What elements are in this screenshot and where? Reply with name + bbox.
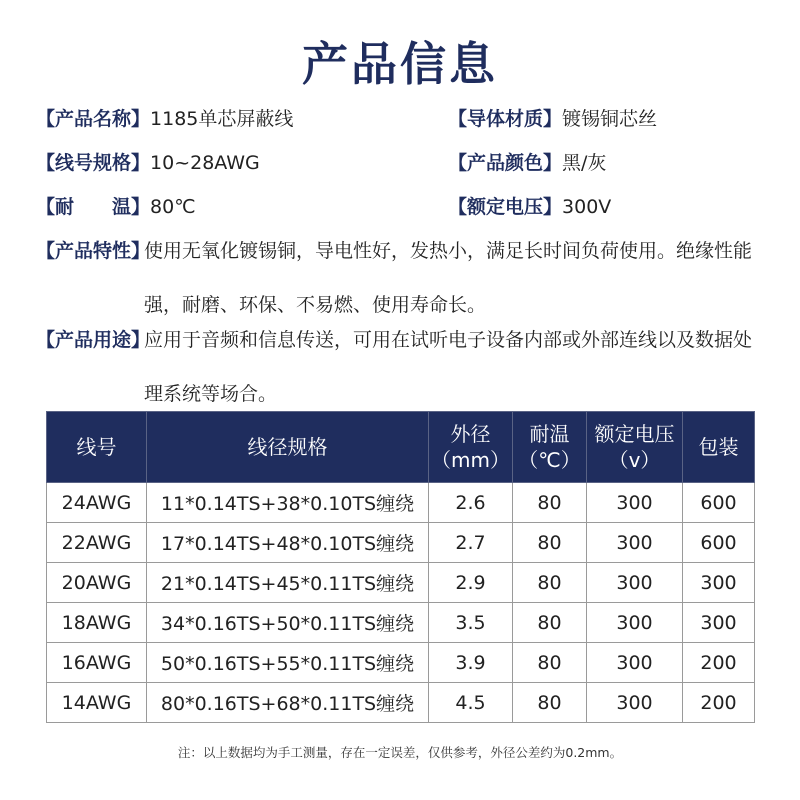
field-color [448, 151, 606, 175]
header-gauge: 线号 [47, 412, 147, 483]
table-cell: 300 [683, 563, 755, 603]
table-cell: 4.5 [429, 683, 513, 723]
field-value: 80℃ [150, 196, 196, 218]
table-cell: 80 [513, 523, 587, 563]
table-cell: 2.7 [429, 523, 513, 563]
field-temperature [36, 195, 196, 219]
table-cell: 300 [587, 643, 683, 683]
field-value: 使用无氧化镀锡铜，导电性好，发热小，满足长时间负荷使用。绝缘性能强，耐磨、环保、不易燃、使用寿命长。 [144, 240, 753, 316]
table-cell: 3.5 [429, 603, 513, 643]
table-cell: 20AWG [47, 563, 147, 603]
field-label: 【产品特性】 [36, 240, 151, 262]
header-temperature: 耐温（℃） [513, 412, 587, 483]
table-header-row [47, 412, 755, 483]
header-packaging: 包装 [683, 412, 755, 483]
table-cell: 2.6 [429, 483, 513, 523]
table-cell: 200 [683, 643, 755, 683]
table-cell: 300 [587, 563, 683, 603]
field-conductor-material [448, 107, 657, 131]
table-cell: 17*0.14TS+48*0.10TS缠绕 [147, 523, 429, 563]
table-cell: 34*0.16TS+50*0.11TS缠绕 [147, 603, 429, 643]
field-wire-gauge [36, 151, 260, 175]
field-label: 【耐 温】 [36, 196, 151, 218]
footnote: 注：以上数据均为手工测量，存在一定误差，仅供参考，外径公差约为0.2mm。 [177, 745, 623, 760]
page-title: 产品信息 [302, 37, 498, 91]
table-cell: 18AWG [47, 603, 147, 643]
field-value: 1185单芯屏蔽线 [150, 108, 294, 130]
field-label: 【产品颜色】 [448, 152, 563, 174]
field-label: 【产品名称】 [36, 108, 151, 130]
table-cell: 80*0.16TS+68*0.11TS缠绕 [147, 683, 429, 723]
table-cell: 600 [683, 523, 755, 563]
table-row [47, 643, 755, 683]
field-value: 应用于音频和信息传送，可用在试听电子设备内部或外部连线以及数据处理系统等场合。 [144, 329, 753, 405]
header-voltage: 额定电压（v） [587, 412, 683, 483]
table-cell: 80 [513, 603, 587, 643]
table-cell: 80 [513, 483, 587, 523]
table-cell: 21*0.14TS+45*0.11TS缠绕 [147, 563, 429, 603]
table-cell: 16AWG [47, 643, 147, 683]
field-label: 【产品用途】 [36, 329, 151, 351]
field-usage [36, 328, 776, 408]
field-label: 【导体材质】 [448, 108, 563, 130]
field-value: 黑/灰 [562, 152, 607, 174]
spec-table [46, 411, 755, 723]
table-cell: 200 [683, 683, 755, 723]
table-row [47, 563, 755, 603]
field-value: 镀锡铜芯丝 [562, 108, 658, 130]
field-label: 【额定电压】 [448, 196, 563, 218]
table-row [47, 523, 755, 563]
field-rated-voltage [448, 195, 611, 219]
table-row [47, 683, 755, 723]
table-cell: 50*0.16TS+55*0.11TS缠绕 [147, 643, 429, 683]
table-cell: 80 [513, 563, 587, 603]
table-cell: 600 [683, 483, 755, 523]
table-cell: 24AWG [47, 483, 147, 523]
field-label: 【线号规格】 [36, 152, 151, 174]
field-value: 10~28AWG [150, 152, 260, 174]
table-cell: 300 [587, 483, 683, 523]
header-spec: 线径规格 [147, 412, 429, 483]
table-cell: 14AWG [47, 683, 147, 723]
field-product-name [36, 107, 293, 131]
field-value: 300V [562, 196, 612, 218]
table-cell: 2.9 [429, 563, 513, 603]
table-cell: 300 [587, 523, 683, 563]
table-row [47, 603, 755, 643]
table-cell: 300 [587, 683, 683, 723]
field-features [36, 239, 776, 319]
header-outer-diameter: 外径（mm） [429, 412, 513, 483]
table-row [47, 483, 755, 523]
table-cell: 22AWG [47, 523, 147, 563]
table-cell: 80 [513, 683, 587, 723]
table-cell: 11*0.14TS+38*0.10TS缠绕 [147, 483, 429, 523]
table-cell: 300 [683, 603, 755, 643]
table-cell: 300 [587, 603, 683, 643]
table-cell: 80 [513, 643, 587, 683]
table-cell: 3.9 [429, 643, 513, 683]
